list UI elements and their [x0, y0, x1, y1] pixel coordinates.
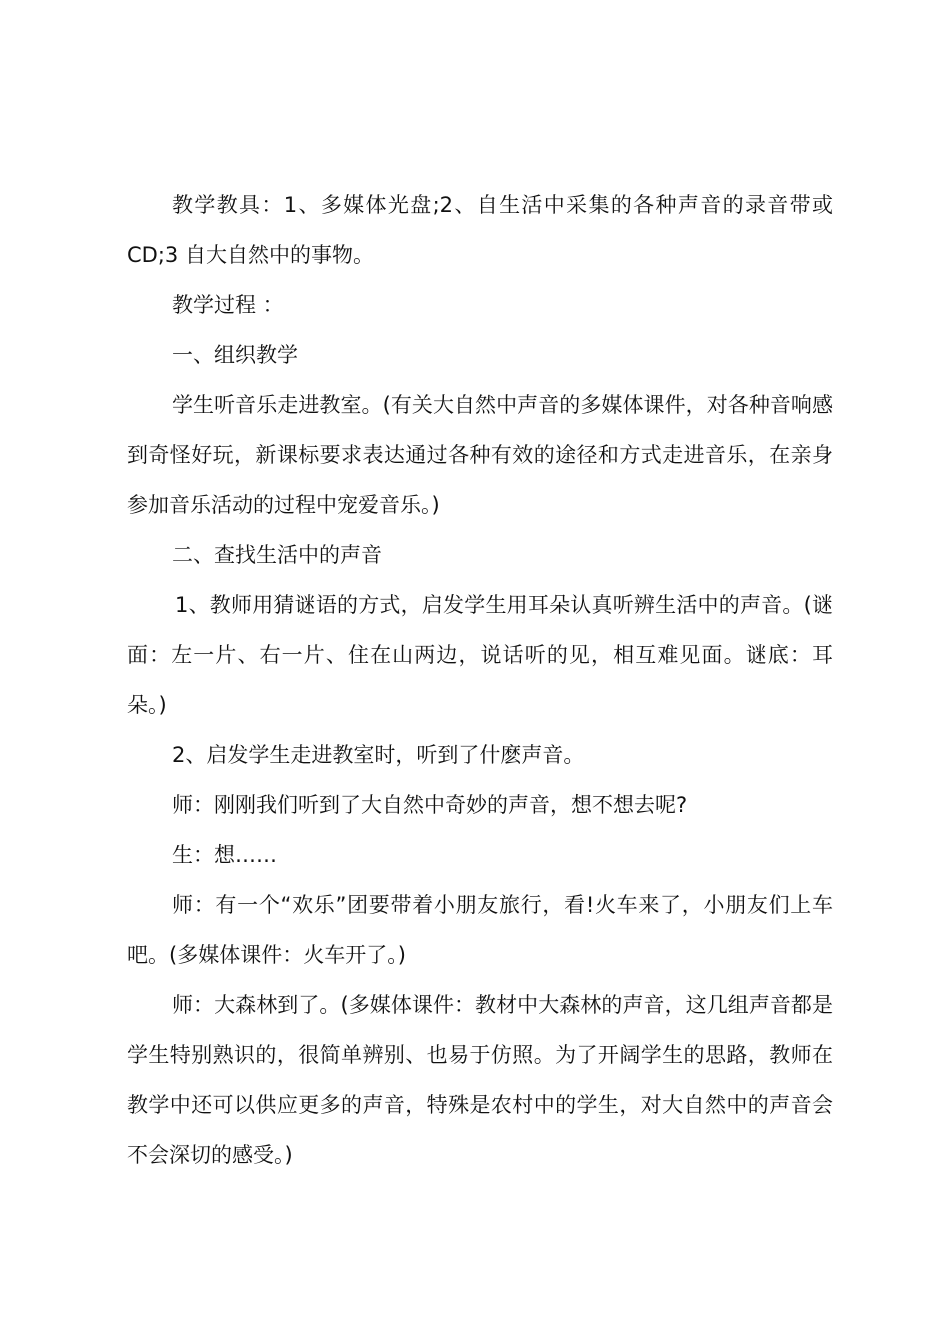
document-body: [127, 180, 833, 1180]
paragraph-teaching-process-heading: 教学过程 ：: [172, 293, 284, 317]
paragraph-forest-arrival: 师：大森林到了。(多媒体课件：教材中大森林的声音，这几组声音都是学生特别熟识的，很简单辨别、也易于仿照。为了开阔学生的思路，教师在教学中还可以供应更多的声音，特殊是农村中的学生，对大自然中的声音会不会深切的感受。): [127, 993, 833, 1167]
paragraph-sounds-heard: 2、启发学生走进教室时，听到了什麽声音。: [172, 743, 585, 767]
paragraph-student-answer: 生：想……: [172, 843, 277, 867]
paragraph-section-1-heading: 一、组织教学: [172, 343, 298, 367]
paragraph-train-trip: 师：有一个“欢乐”团要带着小朋友旅行，看!火车来了，小朋友们上车吧。(多媒体课件：火车开了。): [127, 893, 833, 967]
paragraph-teaching-tools: 教学教具：1、多媒体光盘;2、自生活中采集的各种声音的录音带或CD;3 自大自然中的事物。: [127, 193, 833, 267]
paragraph-section-2-heading: 二、查找生活中的声音: [172, 543, 382, 567]
paragraph-enter-classroom: 学生听音乐走进教室。(有关大自然中声音的多媒体课件，对各种音响感到奇怪好玩，新课标要求表达通过各种有效的途径和方式走进音乐，在亲身参加音乐活动的过程中宠爱音乐。): [127, 393, 833, 517]
paragraph-riddle: 1、教师用猜谜语的方式，启发学生用耳朵认真听辨生活中的声音。(谜面：左一片、右一片、住在山两边，说话听的见，相互难见面。谜底：耳朵。): [127, 593, 833, 717]
paragraph-teacher-question: 师：刚刚我们听到了大自然中奇妙的声音，想不想去呢?: [172, 793, 688, 817]
